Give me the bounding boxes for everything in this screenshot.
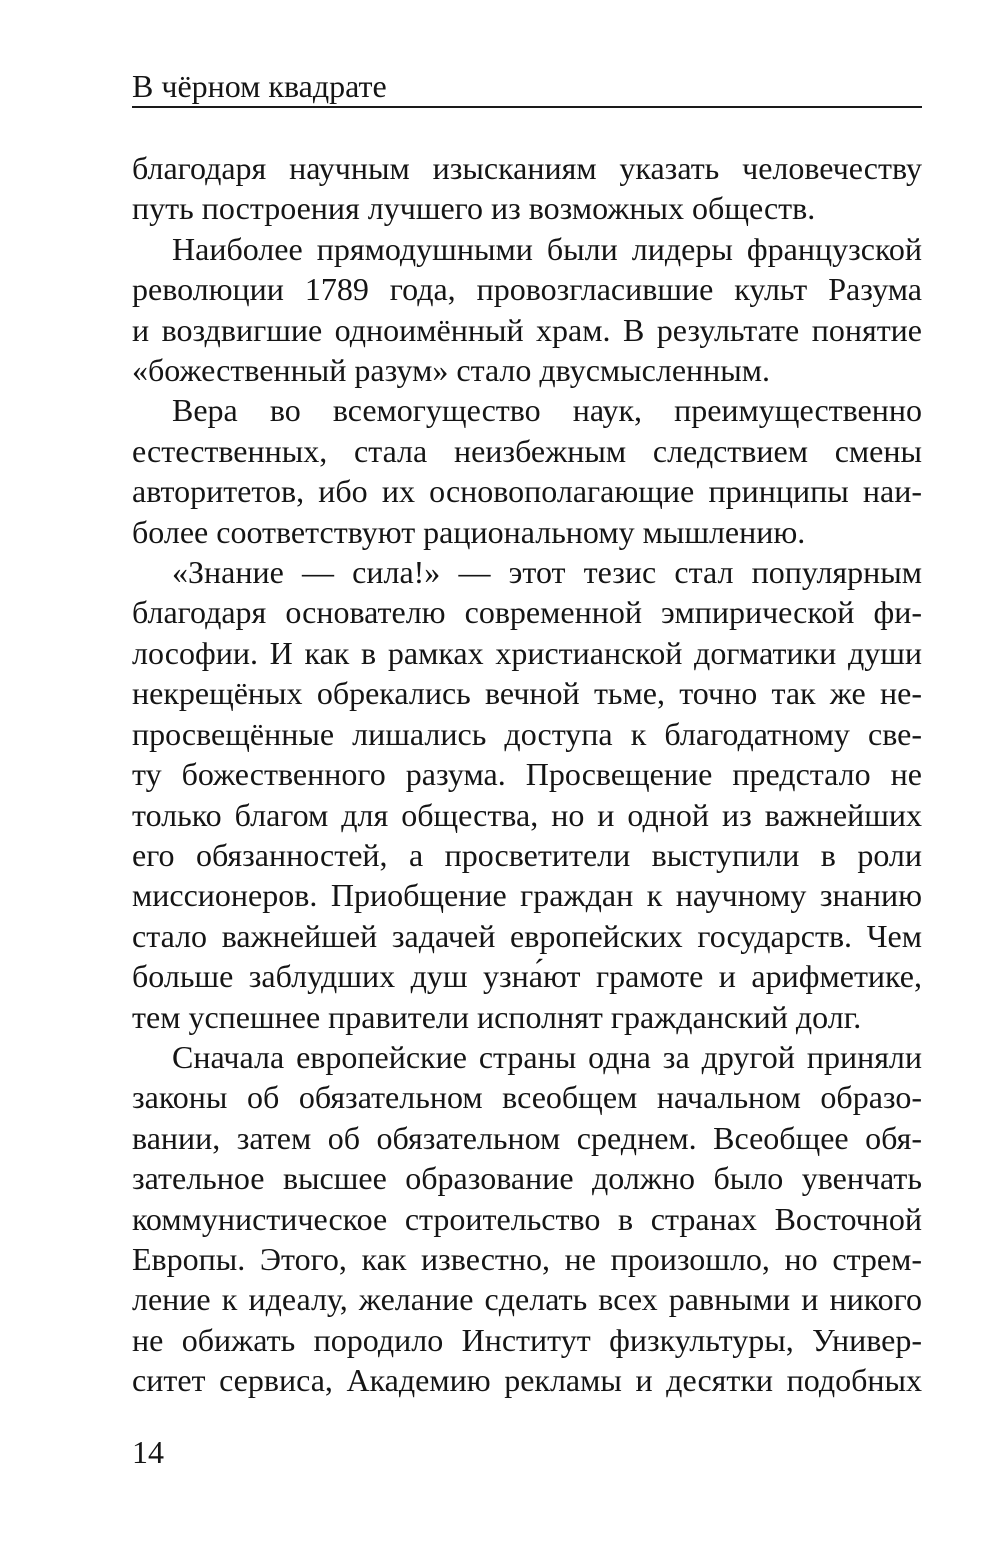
text-line: авторитетов, ибо их основополагающие принципы наи- <box>132 473 922 510</box>
text-line: только благом для общества, но и одной из важнейших <box>132 796 922 833</box>
running-head: В чёрном квадрате <box>132 68 387 104</box>
header-rule <box>132 106 922 108</box>
text-line: «божественный разум» стало двусмысленным. <box>132 352 771 389</box>
text-line: стало важнейшей задачей европейских государств. Чем <box>132 917 922 954</box>
text-line: благодаря научным изысканиям указать человечеству <box>132 150 922 186</box>
text-line: естественных, стала неизбежным следствием смены <box>132 432 922 469</box>
text-line: более соответствуют рациональному мышлению. <box>132 513 806 550</box>
text-line: путь построения лучшего из возможных обществ. <box>132 190 816 227</box>
text-line: некрещёных обрекались вечной тьме, точно так же не- <box>132 675 922 712</box>
text-line: просвещённые лишались доступа к благодатному све- <box>132 715 922 752</box>
text-line: Наиболее прямодушными были лидеры французской <box>172 230 922 267</box>
text-line: ление к идеалу, желание сделать всех равными и никого <box>132 1281 922 1318</box>
text-line: вании, затем об обязательном среднем. Всеобщее обя- <box>132 1119 922 1156</box>
paragraph <box>132 229 922 391</box>
text-line: благодаря основателю современной эмпирической фи- <box>132 594 922 631</box>
paragraph <box>132 148 922 229</box>
text-line: «Знание — сила!» — этот тезис стал популярным <box>172 554 922 591</box>
text-line: законы об обязательном всеобщем начальном образо- <box>132 1079 922 1116</box>
paragraph <box>132 552 922 1037</box>
text-line: и воздвигшие одноимённый храм. В результате понятие <box>132 311 922 348</box>
text-line: ситет сервиса, Академию рекламы и десятки подобных <box>132 1362 922 1399</box>
text-line: тем успешнее правители исполнят гражданский долг. <box>132 998 862 1035</box>
text-line: не обижать породило Институт физкультуры, Универ- <box>132 1321 922 1358</box>
text-line: его обязанностей, а просветители выступили в роли <box>132 836 922 873</box>
body-text <box>132 148 922 1401</box>
text-line: Сначала европейские страны одна за другой приняли <box>172 1038 922 1075</box>
text-line: больше заблудших душ узна́ют грамоте и арифметике, <box>132 958 922 995</box>
text-line: Европы. Этого, как известно, не произошло, но стрем- <box>132 1240 922 1277</box>
text-line: ту божественного разума. Просвещение предстало не <box>132 756 922 793</box>
text-line: миссионеров. Приобщение граждан к научному знанию <box>132 877 922 914</box>
text-line: коммунистическое строительство в странах Восточной <box>132 1200 922 1237</box>
text-line: революции 1789 года, провозгласившие культ Разума <box>132 271 922 308</box>
text-line: лософии. И как в рамках христианской догматики души <box>132 634 922 671</box>
page-number: 14 <box>132 1434 164 1470</box>
text-line: Вера во всемогущество наук, преимущественно <box>172 392 922 429</box>
paragraph <box>132 390 922 552</box>
paragraph <box>132 1037 922 1401</box>
text-line: зательное высшее образование должно было увенчать <box>132 1160 922 1197</box>
